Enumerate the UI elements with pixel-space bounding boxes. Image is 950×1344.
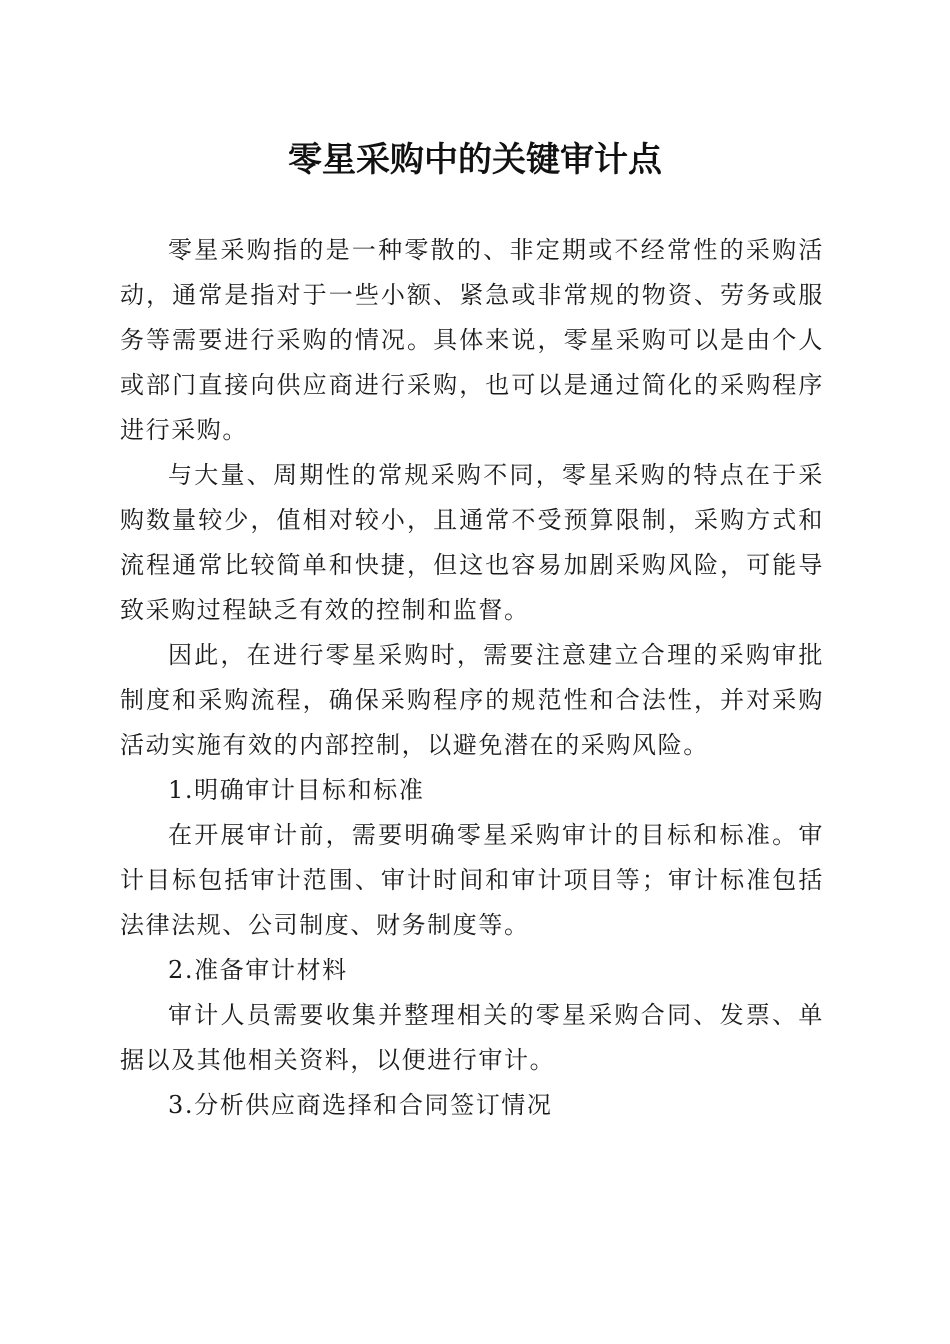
paragraph-audit-goals: 在开展审计前，需要明确零星采购审计的目标和标准。审计目标包括审计范围、审计时间和审计项目等；审计标准包括法律法规、公司制度、财务制度等。: [120, 821, 824, 939]
paragraph-therefore: 因此，在进行零星采购时，需要注意建立合理的采购审批制度和采购流程，确保采购程序的规范性和合法性，并对采购活动实施有效的内部控制，以避免潜在的采购风险。: [120, 641, 824, 759]
document-body: [120, 228, 824, 1128]
section-heading-3: 3.分析供应商选择和合同签订情况: [168, 1091, 553, 1119]
section-heading-2: 2.准备审计材料: [168, 956, 348, 984]
paragraph-characteristics: 与大量、周期性的常规采购不同，零星采购的特点在于采购数量较少，值相对较小，且通常不受预算限制，采购方式和流程通常比较简单和快捷，但这也容易加剧采购风险，可能导致采购过程缺乏有效的控制和监督。: [120, 461, 824, 624]
document-title: 零星采购中的关键审计点: [288, 140, 662, 180]
paragraph-definition: 零星采购指的是一种零散的、非定期或不经常性的采购活动，通常是指对于一些小额、紧急或非常规的物资、劳务或服务等需要进行采购的情况。具体来说，零星采购可以是由个人或部门直接向供应商进行采购，也可以是通过简化的采购程序进行采购。: [120, 236, 824, 444]
paragraph-audit-materials: 审计人员需要收集并整理相关的零星采购合同、发票、单据以及其他相关资料，以便进行审计。: [120, 1001, 824, 1074]
section-heading-1: 1.明确审计目标和标准: [168, 776, 425, 804]
